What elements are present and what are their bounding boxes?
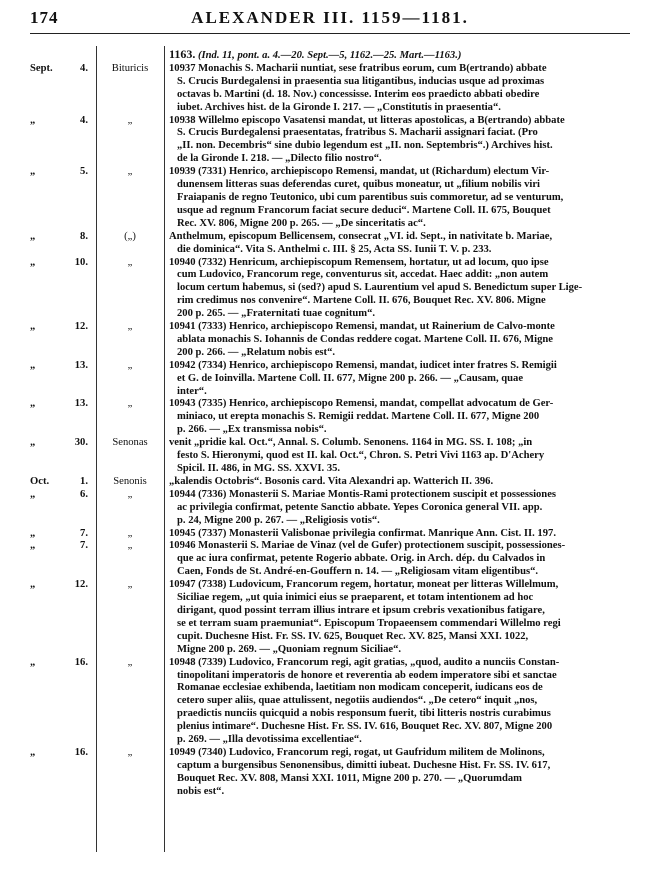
entry-line: tinopolitani imperatoris de honore et reverentia ab eodem imperatore sibi et sanctae bbox=[177, 669, 557, 681]
entry-month: „ bbox=[30, 656, 36, 668]
entry-line: cupit. Duchesne Hist. Fr. SS. IV. 625, Bouquet Rec. XV. 825, Mansi XXI. 1022, bbox=[177, 630, 529, 642]
entry-line: 10937 Monachis S. Macharii nuntiat, sese fratribus eorum, cum B(ertrando) abbate bbox=[169, 62, 547, 74]
entry-text bbox=[169, 657, 640, 747]
entry-line: „II. non. Decembris“ sine dubio legendum est „II. non. Septembris“.) Archives hist. bbox=[177, 140, 553, 152]
entry-month: „ bbox=[30, 746, 36, 758]
entry-text bbox=[169, 437, 640, 476]
entry-date bbox=[30, 489, 92, 502]
entry-line: plenius intimare“. Duchesne Hist. Fr. SS. IV. 616, Bouquet Rec. XV. 807, Migne 200 bbox=[177, 721, 553, 733]
entry-place: Senonis bbox=[113, 475, 147, 487]
year-number: 1163. bbox=[169, 47, 196, 61]
entry-place: „ bbox=[127, 321, 133, 333]
page-number: 174 bbox=[30, 8, 59, 27]
entry-day: 12. bbox=[74, 579, 88, 591]
entry-row bbox=[30, 63, 640, 115]
entry-row bbox=[30, 115, 640, 167]
entry-month: „ bbox=[30, 437, 36, 449]
entry-line: die dominica“. Vita S. Anthelmi c. III. § 25, Acta SS. Iunii T. V. p. 233. bbox=[177, 243, 492, 255]
entry-row bbox=[30, 528, 640, 541]
entry-line: ac privilegia confirmat, petente Sanctio abbate. Yepes Coronica general VII. app. bbox=[177, 501, 543, 513]
entry-line: S. Crucis Burdegalensi in praesentia sua litigantibus, inducias usque ad proximas bbox=[177, 75, 545, 87]
entry-month: „ bbox=[30, 398, 36, 410]
entry-date bbox=[30, 398, 92, 411]
entry-line: usque ad regnum Francorum faciat secure deduci“. Martene Coll. II. 675, Bouquet bbox=[177, 204, 551, 216]
entry-day: 30. bbox=[74, 437, 88, 449]
entry-line: cum Ludovico, Francorum rege, conventurus sit, accedat. Haec addit: „non autem bbox=[177, 269, 549, 281]
entry-text bbox=[169, 166, 640, 231]
entry-line: 10947 (7338) Ludovicum, Francorum regem, hortatur, moneat per litteras Willelmum, bbox=[169, 579, 559, 591]
entry-day: 12. bbox=[74, 321, 88, 333]
entry-date bbox=[30, 360, 92, 373]
entry-day: 16. bbox=[74, 746, 88, 758]
entry-month: „ bbox=[30, 527, 36, 539]
entry-day: 4. bbox=[80, 114, 88, 126]
entry-day: 13. bbox=[74, 398, 88, 410]
entry-text bbox=[169, 489, 640, 528]
entry-date bbox=[30, 257, 92, 270]
entry-line: 10942 (7334) Henrico, archiepiscopo Remensi, mandat, iudicet inter fratres S. Remigii bbox=[169, 359, 557, 371]
entry-row bbox=[30, 321, 640, 360]
entry-line: Fraiapanis de regno Teutonico, ubi cum parentibus suis commoretur, ad se venturum, bbox=[177, 191, 564, 203]
entry-line: 200 p. 265. — „Fraternitati tuae cognitum“. bbox=[177, 308, 376, 320]
running-title: ALEXANDER III. 1159—1181. bbox=[191, 8, 469, 27]
entry-line: 10941 (7333) Henrico, archiepiscopo Remensi, mandat, ut Rainerium de Calvo-monte bbox=[169, 321, 555, 333]
entry-line: 10948 (7339) Ludovico, Francorum regi, agit gratias, „quod, audito a nunciis Constan- bbox=[169, 656, 560, 668]
entry-month: „ bbox=[30, 256, 36, 268]
entry-line: Bouquet Rec. XV. 808, Mansi XXI. 1011, Migne 200 p. 270. — „Quorumdam bbox=[177, 772, 523, 784]
entry-line: 10943 (7335) Henrico, archiepiscopo Remensi, mandat, compellat advocatum de Ger- bbox=[169, 398, 554, 410]
entry-line: 10949 (7340) Ludovico, Francorum regi, rogat, ut Gaufridum militem de Molinons, bbox=[169, 746, 545, 758]
entry-line: praedictis nunciis quicquid a nobis responsum fuerit, tibi litteris nostris curabimus bbox=[177, 708, 551, 720]
entry-text bbox=[169, 579, 640, 656]
entry-line: inter“. bbox=[177, 385, 207, 397]
entry-line: captum a burgensibus Senonensibus, dimitti iubeat. Duchesne Hist. Fr. SS. IV. 617, bbox=[177, 759, 551, 771]
entry-line: 10946 Monasterii S. Mariae de Vinaz (vel de Gufer) protectionem suscipit, possessiones- bbox=[169, 540, 566, 552]
entry-date bbox=[30, 476, 92, 489]
entry-date bbox=[30, 321, 92, 334]
entry-place: „ bbox=[127, 540, 133, 552]
entry-line: 10939 (7331) Henrico, archiepiscopo Remensi, mandat, ut (Richardum) electum Vir- bbox=[169, 166, 550, 178]
entry-line: nobis est“. bbox=[177, 785, 225, 797]
entry-line: p. 269. — „Illa devotissima excellentiae“. bbox=[177, 734, 362, 746]
entry-month: „ bbox=[30, 579, 36, 591]
entry-month: „ bbox=[30, 359, 36, 371]
entry-place: („) bbox=[124, 230, 136, 242]
entry-line: festo S. Hieronymi, quod est II. kal. Oct.“, Chron. S. Petri Vivi 1163 ap. D'Achery bbox=[177, 450, 545, 462]
entry-month: „ bbox=[30, 540, 36, 552]
entry-day: 6. bbox=[80, 488, 88, 500]
entry-row bbox=[30, 398, 640, 437]
entry-line: que ac iura confirmat, petente Rogerio abbate. Orig. in Arch. dép. du Calvados in bbox=[177, 553, 546, 565]
regesta-table bbox=[30, 48, 640, 799]
entry-line: Caen, Fonds de St. André-en-Gouffern n. 14. — „Religiosam vitam eligentibus“. bbox=[177, 566, 539, 578]
entry-line: dunensem litteras suas deferendas curet, quibus moneatur, ut „filium nobilis viri bbox=[177, 179, 540, 191]
entry-row bbox=[30, 166, 640, 231]
entry-place: „ bbox=[127, 114, 133, 126]
entry-place: „ bbox=[127, 398, 133, 410]
entry-line: de la Gironde I. 218. — „Dilecto filio nostro“. bbox=[177, 153, 382, 165]
entry-month: „ bbox=[30, 230, 36, 242]
header-rule bbox=[30, 33, 630, 34]
entry-place: Senonas bbox=[112, 437, 148, 449]
entry-text bbox=[169, 747, 640, 799]
entry-place: „ bbox=[127, 527, 133, 539]
entry-line: 10938 Willelmo episcopo Vasatensi mandat, ut litteras apostolicas, a B(ertrando) abbate bbox=[169, 114, 565, 126]
entry-day: 8. bbox=[80, 230, 88, 242]
entry-row bbox=[30, 657, 640, 747]
entry-place: „ bbox=[127, 359, 133, 371]
entry-line: dirigant, quod possint terram illius intrare et ipsum crebris vexationibus fatigare, bbox=[177, 604, 545, 616]
entry-month: „ bbox=[30, 114, 36, 126]
entry-line: et G. de Ioinvilla. Martene Coll. II. 677, Migne 200 p. 266. — „Causam, quae bbox=[177, 372, 524, 384]
entry-line: 200 p. 266. — „Relatum nobis est“. bbox=[177, 346, 336, 358]
entry-row bbox=[30, 360, 640, 399]
entry-line: Rec. XV. 806, Migne 200 p. 265. — „De sinceritatis ac“. bbox=[177, 217, 426, 229]
entry-place: „ bbox=[127, 488, 133, 500]
entry-line: cetero super aliis, quae attulissent, negotiis audiendos“. „De cetero“ inquit „nos, bbox=[177, 695, 538, 707]
entry-line: „kalendis Octobris“. Bosonis card. Vita Alexandri ap. Watterich II. 396. bbox=[169, 475, 494, 487]
entry-line: miniaco, ut erepta monachis S. Remigii reddat. Martene Coll. II. 677, Migne 200 bbox=[177, 411, 540, 423]
entry-month: Oct. bbox=[30, 475, 50, 487]
entry-line: 10944 (7336) Monasterii S. Mariae Montis-Rami protectionem suscipit et possessiones bbox=[169, 488, 557, 500]
entry-day: 4. bbox=[80, 62, 88, 74]
entry-text bbox=[169, 476, 640, 489]
entry-row bbox=[30, 231, 640, 257]
entry-row bbox=[30, 476, 640, 489]
entry-text bbox=[169, 63, 640, 115]
entry-row bbox=[30, 257, 640, 322]
entry-day: 10. bbox=[74, 256, 88, 268]
entry-line: venit „pridie kal. Oct.“, Annal. S. Columb. Senonens. 1164 in MG. SS. I. 108; „in bbox=[169, 437, 533, 449]
entry-month: „ bbox=[30, 488, 36, 500]
entry-line: 10940 (7332) Henricum, archiepiscopum Remensem, hortatur, ut ad locum, quo ipse bbox=[169, 256, 549, 268]
entry-text bbox=[169, 231, 640, 257]
entry-text bbox=[169, 321, 640, 360]
entry-place: Bituricis bbox=[111, 62, 149, 74]
entry-line: p. 24, Migne 200 p. 267. — „Religiosis votis“. bbox=[177, 514, 380, 526]
entry-month: „ bbox=[30, 321, 36, 333]
entry-date bbox=[30, 115, 92, 128]
entry-line: rim credimus nos convenire“. Martene Coll. II. 676, Bouquet Rec. XV. 806. Migne bbox=[177, 295, 546, 307]
entry-day: 7. bbox=[80, 527, 88, 539]
entry-text bbox=[169, 398, 640, 437]
entry-date bbox=[30, 657, 92, 670]
page-header bbox=[30, 8, 630, 30]
entry-line: S. Crucis Burdegalensi praesentatas, fratribus S. Macharii assignari faciat. (Pro bbox=[177, 127, 538, 139]
entry-day: 7. bbox=[80, 540, 88, 552]
entry-date bbox=[30, 747, 92, 760]
entry-month: Sept. bbox=[30, 62, 53, 74]
entry-line: 10945 (7337) Monasterii Valisbonae privilegia confirmat. Manrique Ann. Cist. II. 197. bbox=[169, 527, 556, 539]
year-heading-row bbox=[30, 48, 640, 63]
entry-text bbox=[169, 360, 640, 399]
entry-row bbox=[30, 747, 640, 799]
entry-line: Anthelmum, episcopum Bellicensem, consecrat „VI. id. Sept., in nativitate b. Mariae, bbox=[169, 230, 553, 242]
entry-place: „ bbox=[127, 166, 133, 178]
entry-line: Romanae ecclesiae exhibenda, laetitiam non modicam conceperit, iudicans eos de bbox=[177, 682, 543, 694]
year-heading bbox=[169, 48, 640, 63]
entry-date bbox=[30, 540, 92, 553]
entry-day: 1. bbox=[80, 475, 88, 487]
entry-text bbox=[169, 115, 640, 167]
entry-line: octavas b. Martini (d. 18. Nov.) concessisse. Interim eos praedicto abbati obedire bbox=[177, 88, 540, 100]
entry-line: Spicil. II. 486, in MG. SS. XXVI. 35. bbox=[177, 463, 341, 474]
entry-line: iubet. Archives hist. de la Gironde I. 217. — „Constitutis in praesentia“. bbox=[177, 101, 501, 113]
entry-line: ablata monachis S. Iohannis de Condas reddere cogat. Martene Coll. II. 676, Migne bbox=[177, 333, 553, 345]
entry-line: Siciliae regem, „ut quia inimici eius se praeparent, et totam intentionem ad hoc bbox=[177, 592, 534, 604]
entry-text bbox=[169, 257, 640, 322]
entry-row bbox=[30, 437, 640, 476]
entry-row bbox=[30, 489, 640, 528]
year-details: (Ind. 11, pont. a. 4.—20. Sept.—5, 1162.—25. Mart.—1163.) bbox=[198, 50, 462, 61]
entry-date bbox=[30, 63, 92, 76]
entry-place: „ bbox=[127, 256, 133, 268]
entry-place: „ bbox=[127, 656, 133, 668]
entry-date bbox=[30, 437, 92, 450]
entry-line: se et terram suam praemuniat“. Episcopum Tropaeensem commendari Willelmo regi bbox=[177, 617, 561, 629]
entry-date bbox=[30, 231, 92, 244]
entry-date bbox=[30, 579, 92, 592]
entry-place: „ bbox=[127, 746, 133, 758]
entry-day: 5. bbox=[80, 166, 88, 178]
entry-text bbox=[169, 540, 640, 579]
entry-line: locum certum habemus, si (sed?) apud S. Laurentium vel apud S. Benedictum super Lige- bbox=[177, 282, 583, 294]
entry-line: Migne 200 p. 269. — „Quoniam regnum Siciliae“. bbox=[177, 643, 402, 655]
entry-date bbox=[30, 166, 92, 179]
entry-row bbox=[30, 579, 640, 656]
entry-place: „ bbox=[127, 579, 133, 591]
entry-month: „ bbox=[30, 166, 36, 178]
entry-line: p. 266. — „Ex transmissa nobis“. bbox=[177, 424, 327, 436]
entry-day: 13. bbox=[74, 359, 88, 371]
entry-text bbox=[169, 528, 640, 541]
entry-date bbox=[30, 528, 92, 541]
entry-row bbox=[30, 540, 640, 579]
entry-day: 16. bbox=[74, 656, 88, 668]
